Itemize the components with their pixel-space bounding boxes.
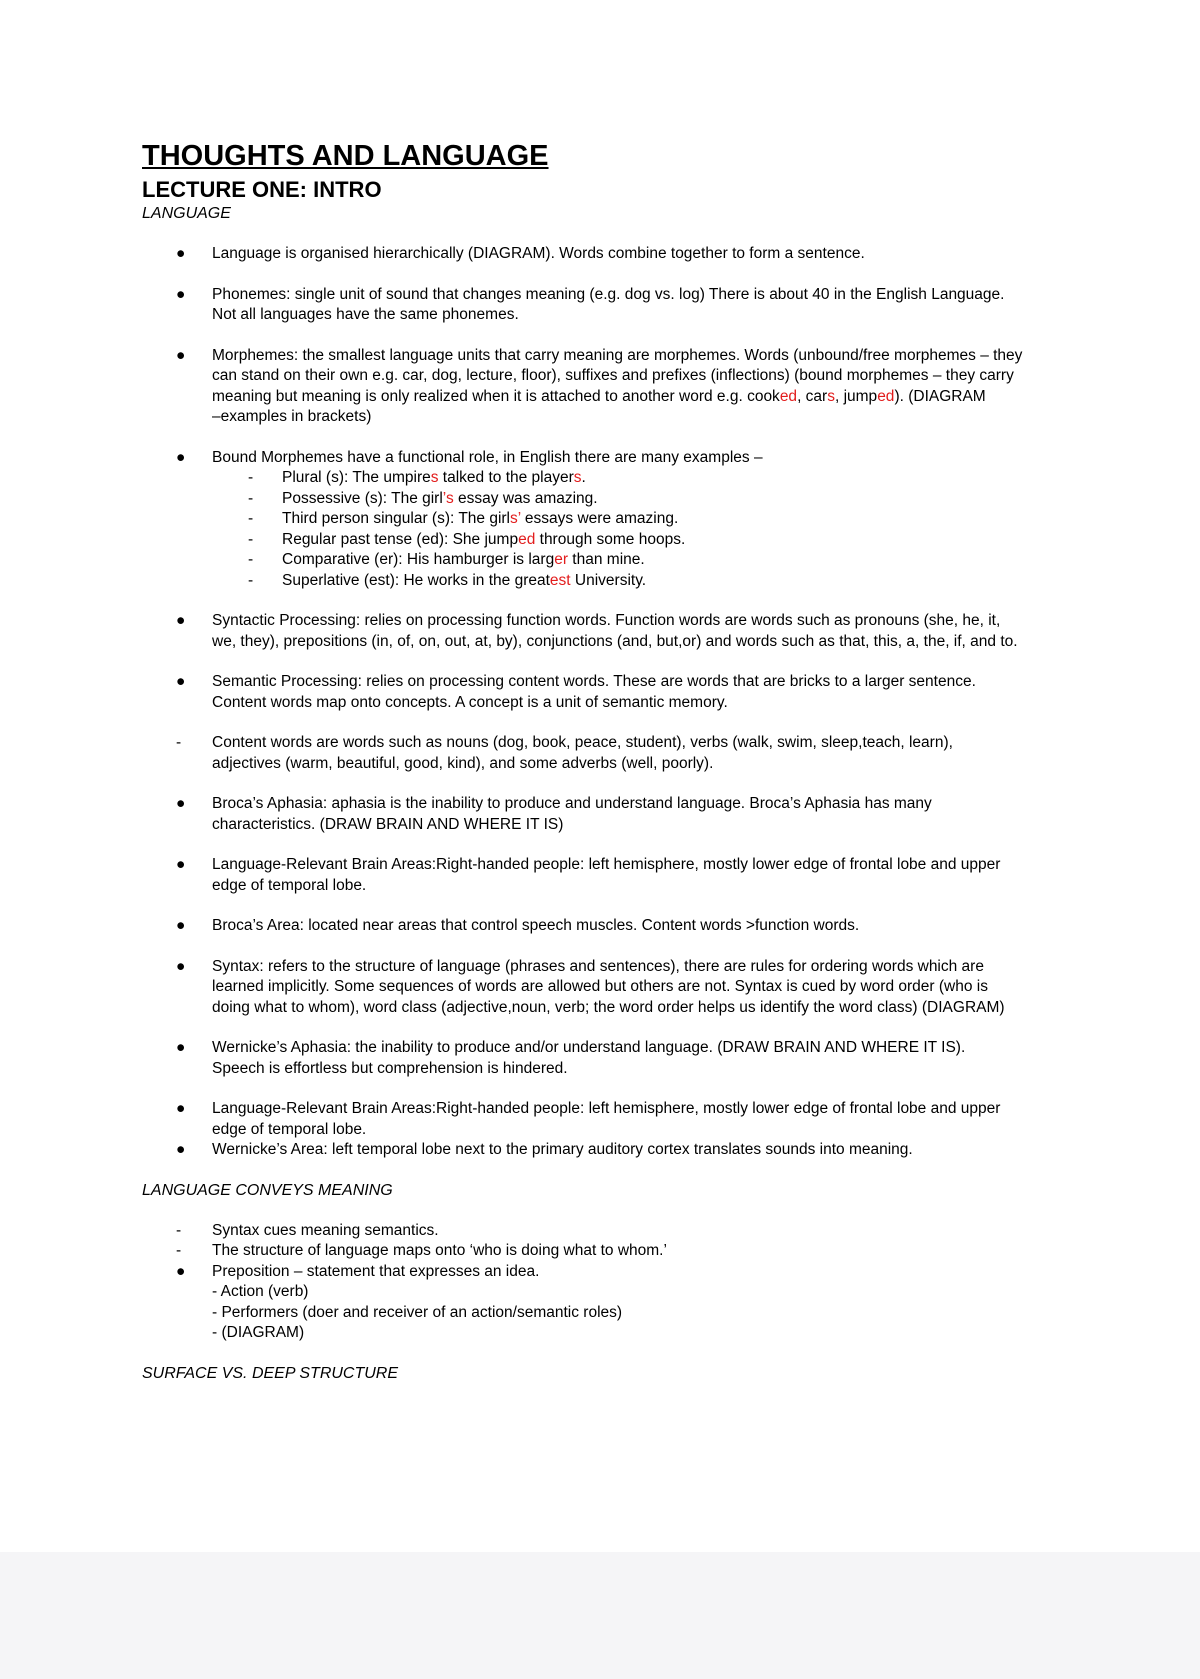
section-heading-language: LANGUAGE bbox=[142, 205, 231, 222]
document-title: THOUGHTS AND LANGUAGE bbox=[142, 140, 549, 172]
highlighted-suffix: est bbox=[549, 571, 571, 589]
item-line: Speech is effortless but comprehension is hindered. bbox=[212, 1059, 568, 1077]
item-line: Content words map onto concepts. A concept is a unit of semantic memory. bbox=[212, 693, 728, 711]
dash-marker: - bbox=[248, 469, 254, 486]
bullet-marker: ● bbox=[176, 448, 186, 466]
bullet-marker: ● bbox=[176, 795, 186, 812]
sub-item: - Superlative (est): He works in the greatest University. bbox=[142, 571, 1072, 592]
dash-marker: - bbox=[176, 734, 182, 751]
item-line: doing what to whom), word class (adjective,noun, verb; the word order helps us identify the word class) (DIAGRAM) bbox=[212, 998, 1005, 1016]
bullet-marker: ● bbox=[176, 917, 186, 934]
item-line: Language-Relevant Brain Areas:Right-handed people: left hemisphere, mostly lower edge of frontal lobe and upper bbox=[212, 1100, 1001, 1117]
item-line: –examples in brackets) bbox=[212, 408, 372, 425]
bullet-marker: ● bbox=[176, 673, 186, 690]
list-item bbox=[142, 1140, 1072, 1161]
item-line: Wernicke’s Aphasia: the inability to produce and/or understand language. (DRAW BRAIN AND WHERE IT IS). bbox=[212, 1039, 966, 1056]
item-line: Syntax: refers to the structure of language (phrases and sentences), there are rules for ordering words which are bbox=[212, 957, 984, 975]
highlighted-suffix: ed bbox=[518, 530, 536, 548]
list-item bbox=[142, 1038, 1072, 1079]
sub-item: - Regular past tense (ed): She jumped through some hoops. bbox=[142, 530, 1072, 551]
highlighted-suffix: ed bbox=[877, 387, 895, 405]
bullet-marker: ● bbox=[176, 1262, 186, 1280]
list-item-morphemes bbox=[142, 346, 1072, 428]
sub-item: - Possessive (s): The girl’s essay was amazing. bbox=[142, 489, 1072, 510]
item-line: Language-Relevant Brain Areas:Right-handed people: left hemisphere, mostly lower edge of frontal lobe and upper bbox=[212, 856, 1001, 873]
item-line: Phonemes: single unit of sound that changes meaning (e.g. dog vs. log) There is about 40 in the English Language. bbox=[212, 285, 1005, 303]
dash-marker: - bbox=[248, 510, 254, 527]
section-heading-surface-deep: SURFACE VS. DEEP STRUCTURE bbox=[142, 1364, 399, 1382]
item-line: edge of temporal lobe. bbox=[212, 876, 367, 894]
item-line: can stand on their own e.g. car, dog, lecture, floor), suffixes and prefixes (inflections) (bound morphemes – they carry bbox=[212, 367, 1014, 384]
bullet-marker: ● bbox=[176, 1141, 186, 1158]
highlighted-suffix: ed bbox=[779, 387, 798, 405]
language-list bbox=[142, 244, 1072, 1181]
sub-item: - (DIAGRAM) bbox=[212, 1324, 305, 1341]
sub-item: - Action (verb) bbox=[212, 1283, 309, 1300]
item-line: learned implicitly. Some sequences of words are allowed but others are not. Syntax is cued by word order (who is bbox=[212, 978, 988, 995]
item-line: Language is organised hierarchically (DIAGRAM). Words combine together to form a sentence. bbox=[212, 245, 865, 262]
item-line: Morphemes: the smallest language units that carry meaning are morphemes. Words (unbound/free morphemes – they bbox=[212, 346, 1023, 364]
list-item bbox=[142, 794, 1072, 835]
item-line: The structure of language maps onto ‘who is doing what to whom.’ bbox=[212, 1242, 667, 1259]
item-line: Not all languages have the same phonemes. bbox=[212, 306, 519, 323]
list-item bbox=[142, 1221, 1072, 1242]
highlighted-suffix: s bbox=[827, 387, 835, 405]
sub-item: - Comparative (er): His hamburger is larger than mine. bbox=[142, 550, 1072, 571]
list-item bbox=[142, 855, 1072, 896]
bullet-marker: ● bbox=[176, 612, 186, 629]
item-line: Bound Morphemes have a functional role, in English there are many examples – bbox=[212, 448, 763, 466]
bullet-marker: ● bbox=[176, 1039, 186, 1056]
dash-marker: - bbox=[176, 1242, 182, 1259]
meaning-list bbox=[142, 1221, 1072, 1364]
item-line: edge of temporal lobe. bbox=[212, 1120, 367, 1138]
bullet-marker: ● bbox=[176, 245, 186, 262]
list-item bbox=[142, 285, 1072, 326]
list-item bbox=[142, 1262, 1072, 1283]
list-item bbox=[142, 244, 1072, 265]
list-item bbox=[142, 1241, 1072, 1262]
section-heading-meaning: LANGUAGE CONVEYS MEANING bbox=[142, 1181, 393, 1199]
highlighted-suffix: s bbox=[573, 469, 582, 486]
list-item bbox=[142, 1099, 1072, 1140]
item-line: characteristics. (DRAW BRAIN AND WHERE IT IS) bbox=[212, 815, 564, 833]
item-line: Preposition – statement that expresses an idea. bbox=[212, 1262, 540, 1280]
lecture-heading: LECTURE ONE: INTRO bbox=[142, 177, 382, 202]
highlighted-suffix: s’ bbox=[510, 510, 521, 527]
item-line: Wernicke’s Area: left temporal lobe next to the primary auditory cortex translates sounds into meaning. bbox=[212, 1141, 913, 1158]
item-line: Syntactic Processing: relies on processing function words. Function words are words such as pronouns (she, he, it, bbox=[212, 612, 1001, 629]
item-line: Broca’s Area: located near areas that control speech muscles. Content words >function words. bbox=[212, 917, 860, 934]
dash-marker: - bbox=[248, 571, 254, 589]
item-line: Broca’s Aphasia: aphasia is the inability to produce and understand language. Broca’s Aphasia has many bbox=[212, 795, 932, 812]
list-item bbox=[142, 957, 1072, 1019]
highlighted-suffix: ’s bbox=[442, 489, 454, 507]
bullet-marker: ● bbox=[176, 856, 186, 873]
document-content bbox=[142, 138, 1072, 1384]
list-item bbox=[142, 611, 1072, 652]
bullet-marker: ● bbox=[176, 285, 186, 303]
bullet-marker: ● bbox=[176, 957, 186, 975]
list-item bbox=[142, 672, 1072, 713]
sub-item: - Plural (s): The umpires talked to the players. bbox=[142, 468, 1072, 489]
list-item bbox=[142, 733, 1072, 774]
dash-marker: - bbox=[248, 489, 254, 507]
item-line: adjectives (warm, beautiful, good, kind), and some adverbs (well, poorly). bbox=[212, 754, 714, 772]
dash-marker: - bbox=[248, 551, 254, 568]
item-line: Semantic Processing: relies on processing content words. These are words that are bricks to a larger sentence. bbox=[212, 673, 976, 690]
sub-item: - Third person singular (s): The girls’ essays were amazing. bbox=[142, 509, 1072, 530]
sub-item: - Performers (doer and receiver of an action/semantic roles) bbox=[212, 1303, 623, 1321]
list-item bbox=[142, 916, 1072, 937]
list-item-bound-morphemes bbox=[142, 448, 1072, 469]
bullet-marker: ● bbox=[176, 1100, 186, 1117]
highlighted-suffix: s bbox=[430, 469, 439, 486]
item-line: Syntax cues meaning semantics. bbox=[212, 1221, 439, 1239]
highlighted-suffix: er bbox=[554, 551, 568, 568]
dash-marker: - bbox=[248, 530, 254, 548]
item-line: we, they), prepositions (in, of, on, out, at, by), conjunctions (and, but,or) and words such as that, this, a, the, if, and to. bbox=[212, 632, 1018, 650]
bullet-marker: ● bbox=[176, 346, 186, 364]
item-line: Content words are words such as nouns (dog, book, peace, student), verbs (walk, swim, sleep,teach, learn), bbox=[212, 734, 953, 751]
dash-marker: - bbox=[176, 1221, 182, 1239]
item-line: meaning but meaning is only realized when it is attached to another word e.g. cooked, cars, jumped). (DIAGRAM bbox=[212, 387, 986, 405]
